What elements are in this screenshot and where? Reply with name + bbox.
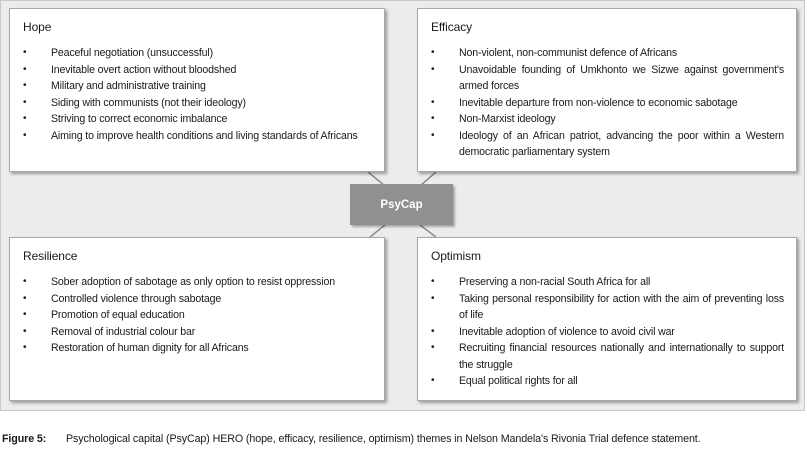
- efficacy-title: Efficacy: [431, 20, 472, 34]
- connector-optimism: [420, 225, 436, 237]
- list-item: • Recruiting financial resources nationally and internationally to support the struggle: [431, 340, 784, 373]
- list-item: • Military and administrative training: [23, 78, 372, 95]
- list-item: • Inevitable adoption of violence to avoid civil war: [431, 324, 784, 341]
- list-item: • Peaceful negotiation (unsuccessful): [23, 45, 372, 62]
- list-item: • Non-Marxist ideology: [431, 111, 784, 128]
- list-item: • Striving to correct economic imbalance: [23, 111, 372, 128]
- list-item: • Promotion of equal education: [23, 307, 372, 324]
- list-item: • Inevitable departure from non-violence to economic sabotage: [431, 95, 784, 112]
- psycap-center-node: PsyCap: [350, 184, 453, 225]
- list-item: • Taking personal responsibility for action with the aim of preventing loss of life: [431, 291, 784, 324]
- list-item: • Aiming to improve health conditions and living standards of Africans: [23, 128, 372, 145]
- figure-caption-text: Psychological capital (PsyCap) HERO (hope, efficacy, resilience, optimism) themes in Nelson Mandela's Rivonia Trial defence statement.: [66, 433, 701, 445]
- hope-list: [23, 45, 372, 144]
- list-item: • Unavoidable founding of Umkhonto we Sizwe against government's armed forces: [431, 62, 784, 95]
- list-item: • Siding with communists (not their ideology): [23, 95, 372, 112]
- list-item: • Preserving a non-racial South Africa for all: [431, 274, 784, 291]
- efficacy-list: [431, 45, 784, 161]
- list-item: • Controlled violence through sabotage: [23, 291, 372, 308]
- figure-caption: [2, 433, 701, 445]
- list-item: • Equal political rights for all: [431, 373, 784, 390]
- hope-box: [9, 8, 385, 172]
- list-item: • Restoration of human dignity for all Africans: [23, 340, 372, 357]
- efficacy-box: [417, 8, 797, 172]
- connector-resilience: [370, 225, 385, 237]
- resilience-title: Resilience: [23, 249, 78, 263]
- list-item: • Non-violent, non-communist defence of Africans: [431, 45, 784, 62]
- optimism-title: Optimism: [431, 249, 481, 263]
- optimism-box: [417, 237, 797, 401]
- resilience-box: [9, 237, 385, 401]
- optimism-list: [431, 274, 784, 390]
- list-item: • Sober adoption of sabotage as only option to resist oppression: [23, 274, 372, 291]
- hope-title: Hope: [23, 20, 52, 34]
- list-item: • Ideology of an African patriot, advancing the poor within a Western democratic parliamentary system: [431, 128, 784, 161]
- list-item: • Inevitable overt action without bloodshed: [23, 62, 372, 79]
- resilience-list: [23, 274, 372, 357]
- list-item: • Removal of industrial colour bar: [23, 324, 372, 341]
- figure-label: Figure 5:: [2, 433, 47, 445]
